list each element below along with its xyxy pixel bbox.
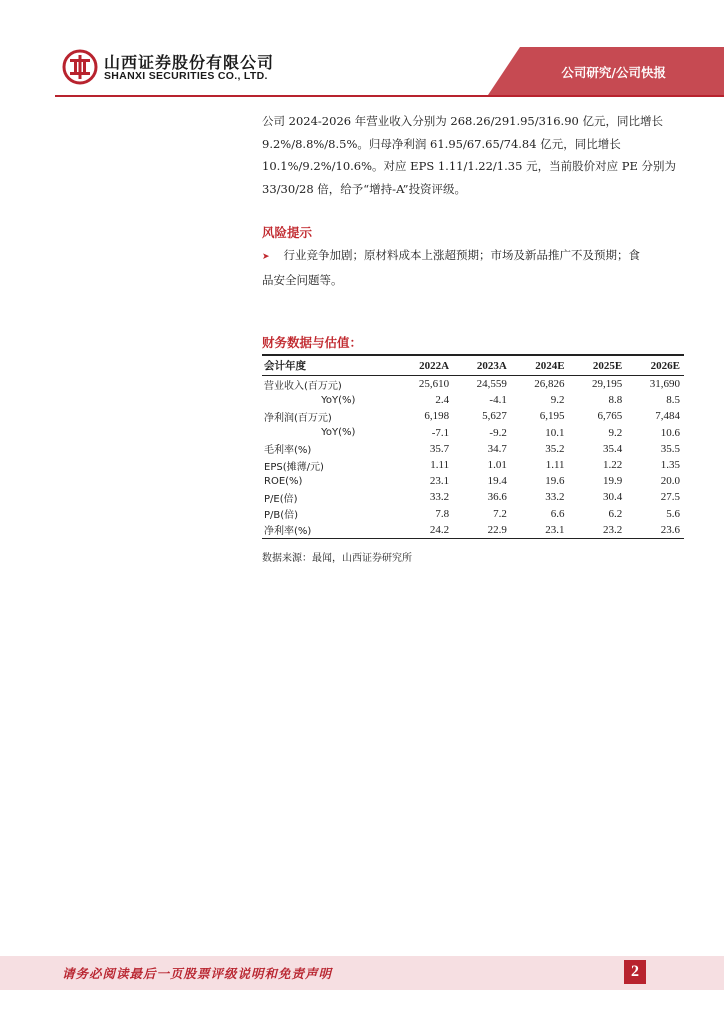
risk-paragraph <box>262 244 682 291</box>
table-cell: 19.9 <box>602 475 623 488</box>
forecast-line: 10.1%/9.2%/10.6%。对应 EPS 1.11/1.22/1.35 元，当前股价对应 PE 分别为 <box>262 159 677 173</box>
row-label: YoY(%) <box>321 394 356 406</box>
forecast-line: 9.2%/8.8%/8.5%。归母净利润 61.95/67.65/74.84 亿元，同比增长 <box>262 136 621 151</box>
risk-section-title: 风险提示 <box>262 225 313 240</box>
table-cell: 9.2 <box>550 394 565 407</box>
forecast-line: 公司 2024-2026 年营业收入分别为 268.26/291.95/316.90 亿元，同比增长 <box>262 114 664 128</box>
table-cell: 35.4 <box>602 442 623 455</box>
financial-table <box>262 354 684 539</box>
table-cell: 27.5 <box>660 491 680 504</box>
row-label: P/E(倍) <box>264 493 298 505</box>
table-row <box>262 425 684 441</box>
table-cell: 31,690 <box>649 378 680 391</box>
table-cell: 35.7 <box>429 442 450 455</box>
table-title: 财务数据与估值： <box>262 335 363 350</box>
table-cell: 29,195 <box>591 378 623 391</box>
table-cell: 8.5 <box>666 394 680 407</box>
table-cell: 36.6 <box>487 491 507 504</box>
company-name-cn: 山西证券股份有限公司 <box>104 53 275 72</box>
table-cell: 6,765 <box>597 410 623 423</box>
column-header: 会计年度 <box>262 355 395 376</box>
table-cell: 6,198 <box>424 410 450 423</box>
table-cell: 1.35 <box>660 459 680 472</box>
table-cell: 8.8 <box>608 394 623 407</box>
table-cell: 1.22 <box>602 459 623 472</box>
table-cell: 24.2 <box>395 522 453 539</box>
table-row <box>262 489 684 505</box>
table-cell: -4.1 <box>489 394 507 407</box>
table-cell: 23.6 <box>626 522 684 539</box>
table-cell: 9.2 <box>608 426 623 439</box>
forecast-line: 33/30/28 倍，给予“增持-A”投资评级。 <box>262 181 467 196</box>
table-cell: 10.6 <box>660 426 680 439</box>
column-header: 2026E <box>626 355 684 376</box>
table-row <box>262 473 684 489</box>
table-row <box>262 457 684 473</box>
row-label: 毛利率(%) <box>264 445 312 457</box>
table-row <box>262 522 684 539</box>
page-header <box>0 0 724 100</box>
column-header: 2024E <box>511 355 569 376</box>
table-cell: 2.4 <box>435 394 450 407</box>
table-cell: 23.1 <box>429 475 450 488</box>
table-cell: -9.2 <box>489 426 507 439</box>
table-cell: 19.4 <box>487 475 507 488</box>
table-cell: 1.01 <box>487 459 507 472</box>
table-cell: 6.6 <box>550 507 565 520</box>
row-label: ROE(%) <box>264 475 303 487</box>
table-cell: 33.2 <box>545 491 565 504</box>
table-cell: 26,826 <box>534 378 565 391</box>
risk-line: 品安全问题等。 <box>262 272 343 287</box>
table-row <box>262 408 684 424</box>
table-cell: 20.0 <box>660 475 680 488</box>
table-cell: 6.2 <box>608 507 623 520</box>
table-cell: 7.2 <box>493 507 507 520</box>
forecast-paragraph <box>262 110 682 200</box>
header-divider <box>55 95 724 97</box>
table-cell: 35.2 <box>545 442 565 455</box>
report-type-label: 公司研究/公司快报 <box>561 65 666 80</box>
table-cell: 7,484 <box>655 410 680 423</box>
table-cell: 7.8 <box>435 507 450 520</box>
table-cell: 19.6 <box>545 475 565 488</box>
column-header: 2023A <box>453 355 511 376</box>
company-name-en: SHANXI SECURITIES CO., LTD. <box>104 70 268 82</box>
table-cell: 5.6 <box>666 507 680 520</box>
table-cell: 6,195 <box>539 410 565 423</box>
table-cell: 30.4 <box>602 491 623 504</box>
table-cell: 1.11 <box>430 459 450 472</box>
table-cell: -7.1 <box>431 426 450 439</box>
table-cell: 23.2 <box>569 522 627 539</box>
risk-line <box>262 244 682 269</box>
company-logo-icon <box>62 49 98 85</box>
risk-line-text: 行业竞争加剧；原材料成本上涨超预期；市场及新品推广不及预期；食 <box>283 248 641 262</box>
page-number: 2 <box>624 960 646 984</box>
table-cell: 10.1 <box>545 426 565 439</box>
table-header-row <box>262 355 684 376</box>
table-cell: 1.11 <box>545 459 565 472</box>
table-cell: 24,559 <box>476 378 507 391</box>
table-cell: 5,627 <box>482 410 507 423</box>
row-label: 净利润(百万元) <box>264 412 332 424</box>
column-header: 2025E <box>569 355 627 376</box>
table-row <box>262 506 684 522</box>
table-row <box>262 392 684 408</box>
bullet-arrow-icon: ➤ <box>262 252 270 262</box>
row-label: EPS(摊薄/元) <box>264 461 324 473</box>
table-cell: 34.7 <box>487 442 507 455</box>
table-cell: 23.1 <box>511 522 569 539</box>
table-cell: 25,610 <box>418 378 450 391</box>
row-label: P/B(倍) <box>264 510 299 522</box>
row-label: 营业收入(百万元) <box>264 380 342 392</box>
row-label: 净利率(%) <box>262 522 395 539</box>
table-cell: 35.5 <box>660 442 680 455</box>
table-row <box>262 441 684 457</box>
row-label: YoY(%) <box>321 427 356 439</box>
table-cell: 33.2 <box>429 491 450 504</box>
footer-disclaimer: 请务必阅读最后一页股票评级说明和免责声明 <box>62 966 333 981</box>
table-row <box>262 376 684 393</box>
table-cell: 22.9 <box>453 522 511 539</box>
column-header: 2022A <box>395 355 453 376</box>
data-source-note: 数据来源：最闻，山西证券研究所 <box>262 553 412 564</box>
